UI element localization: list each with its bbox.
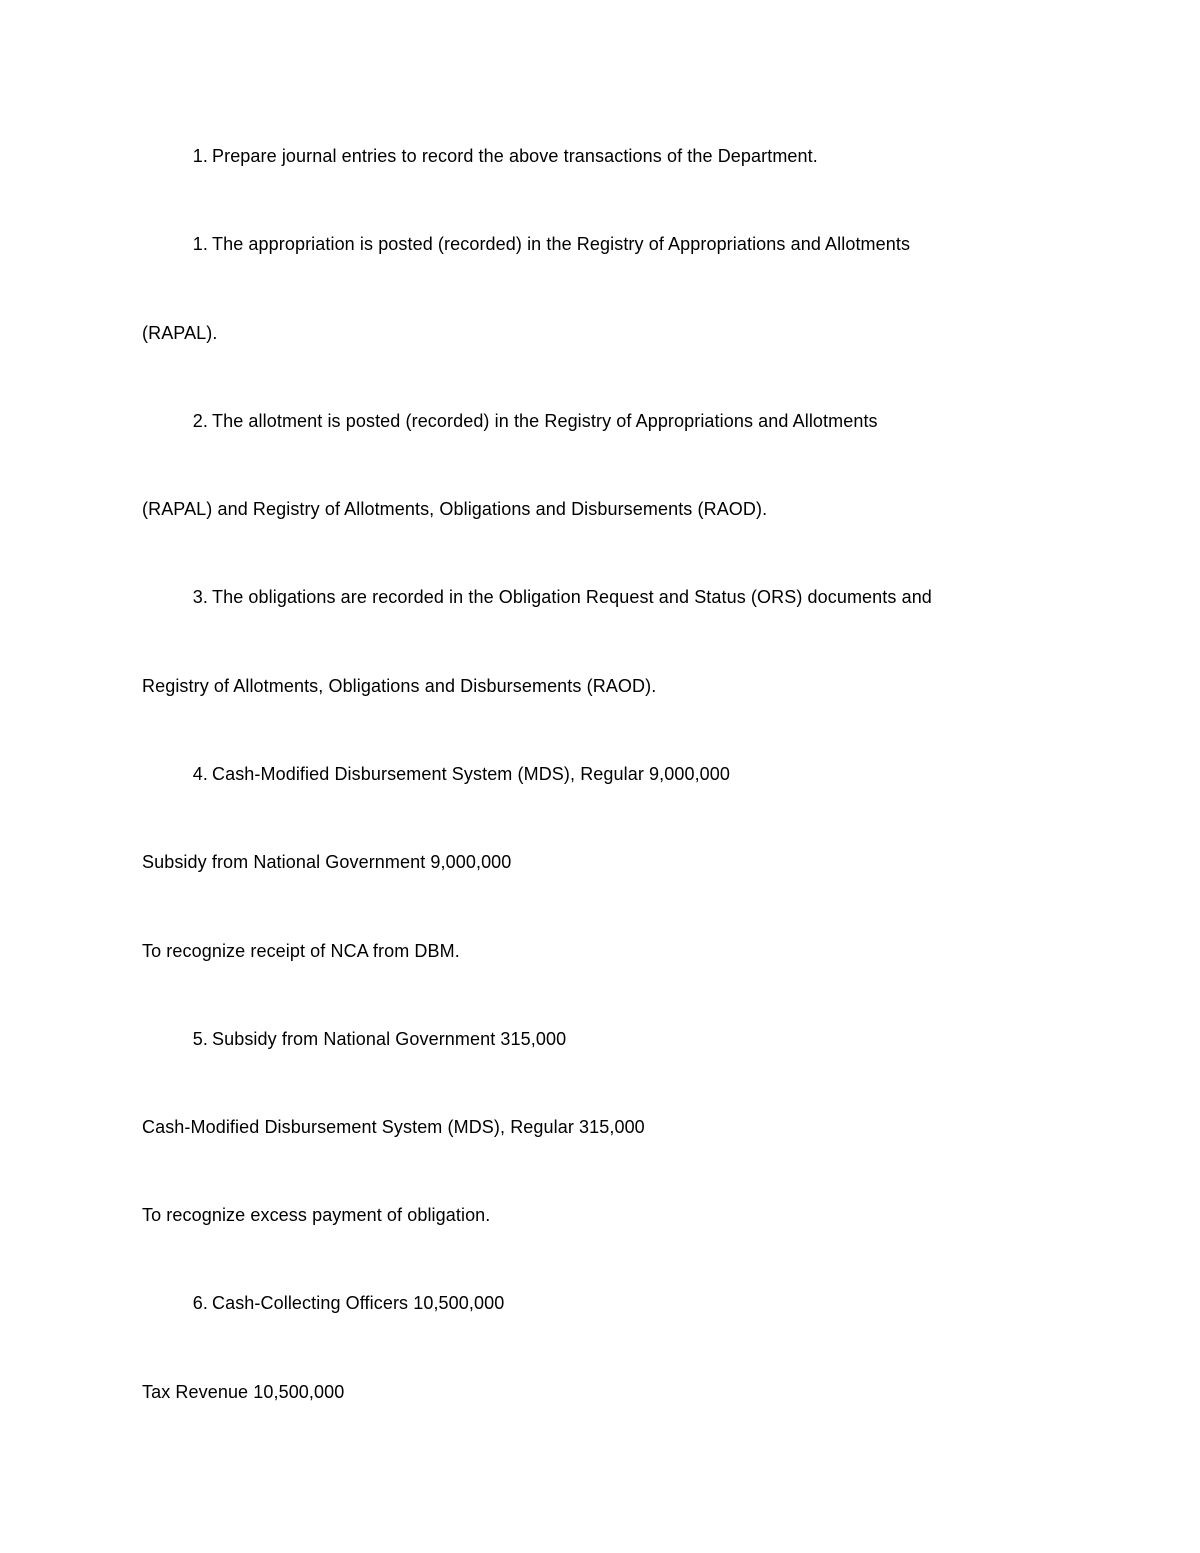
list-text: The obligations are recorded in the Obligation Request and Status (ORS) documents and bbox=[212, 587, 932, 607]
paragraph-line: To recognize receipt of NCA from DBM. bbox=[142, 941, 460, 961]
list-number: 3. bbox=[192, 587, 208, 607]
list-text: The allotment is posted (recorded) in the Registry of Appropriations and Allotments bbox=[212, 411, 878, 431]
list-number: 1. bbox=[192, 146, 208, 166]
paragraph-line: Subsidy from National Government 9,000,000 bbox=[142, 852, 512, 872]
list-number: 5. bbox=[192, 1029, 208, 1049]
paragraph-line: (RAPAL). bbox=[142, 323, 218, 343]
list-text: The appropriation is posted (recorded) in the Registry of Appropriations and Allotments bbox=[212, 234, 911, 254]
paragraph-line: (RAPAL) and Registry of Allotments, Obligations and Disbursements (RAOD). bbox=[142, 499, 768, 519]
paragraph-line: To recognize excess payment of obligation. bbox=[142, 1205, 491, 1225]
paragraph-line: Cash-Modified Disbursement System (MDS), Regular 315,000 bbox=[142, 1117, 645, 1137]
list-text: Cash-Modified Disbursement System (MDS), Regular 9,000,000 bbox=[212, 764, 731, 784]
list-number: 2. bbox=[192, 411, 208, 431]
list-number: 6. bbox=[192, 1293, 208, 1313]
list-text: Subsidy from National Government 315,000 bbox=[212, 1029, 567, 1049]
list-text: Cash-Collecting Officers 10,500,000 bbox=[212, 1293, 505, 1313]
list-text: Prepare journal entries to record the above transactions of the Department. bbox=[212, 146, 818, 166]
paragraph-line: Tax Revenue 10,500,000 bbox=[142, 1382, 345, 1402]
list-number: 1. bbox=[192, 234, 208, 254]
paragraph-line: Registry of Allotments, Obligations and Disbursements (RAOD). bbox=[142, 676, 657, 696]
list-number: 4. bbox=[192, 764, 208, 784]
